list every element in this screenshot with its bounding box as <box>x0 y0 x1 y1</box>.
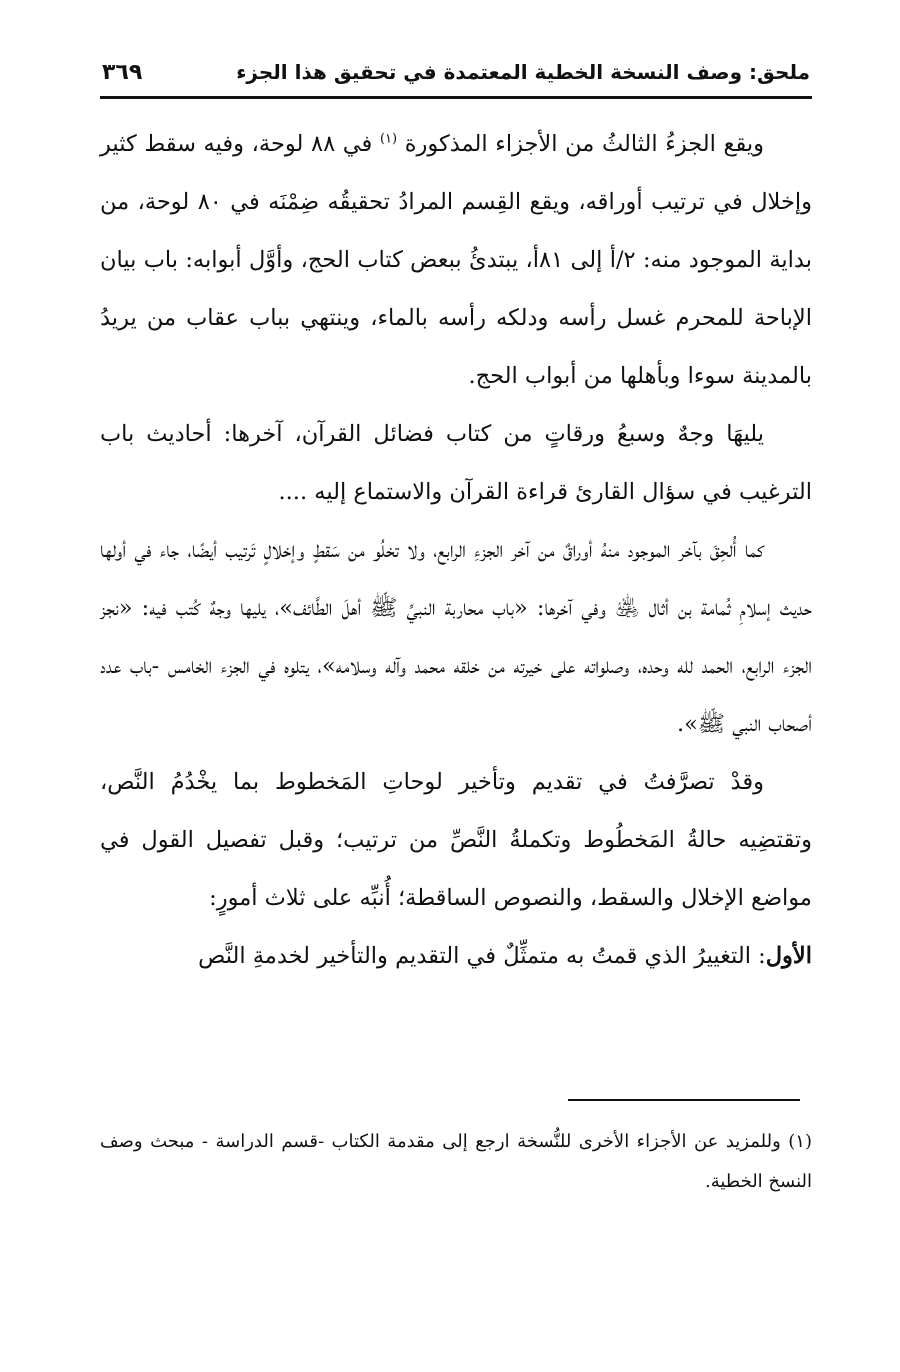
page-number: ٣٦٩ <box>102 60 143 85</box>
paragraph: كما أُلحِقَ بآخر الموجود منهُ أوراقٌ من آخر الجزءِ الرابع، ولا تخلُو من سَقطٍ وإخلالٍ تَرتيب أيضًا، جاء في أولها حديث إسلامِ ثُمامة بن أثال ﵁ وفي آخرها: «باب محاربة النبيِّ ﷺ أهلَ الطَّائف»، يليها وجهٌ كُتب فيه: «نجز الجزء الرابع، الحمد لله وحده، وصلواته على خيرته من خلقه محمد وآله وسلامه»، يتلوه في الجزء الخامس -باب عدد أصحاب النبي ﷺ». <box>100 537 812 737</box>
header-rule <box>100 96 812 99</box>
footnote-rule <box>568 1099 800 1101</box>
body-text <box>100 115 812 985</box>
paragraph <box>100 115 812 405</box>
paragraph-text: ويقع الجزءُ الثالثُ من الأجزاء المذكورة <box>404 131 765 157</box>
paragraph <box>100 927 812 985</box>
footnote-reference: (١) <box>379 131 398 147</box>
paragraph: وقدْ تصرَّفتُ في تقديم وتأخير لوحاتِ المَخطوط بما يخْدُمُ النَّص، وتقتضِيه حالةُ المَخطُوط وتكملةُ النَّصِّ من ترتيب؛ وقبل تفصيل القول في مواضع الإخلال والسقط، والنصوص الساقطة؛ أُنبِّه على ثلاث أمورٍ: <box>100 769 812 911</box>
lead-term: الأول <box>765 943 812 969</box>
running-header <box>100 60 812 94</box>
footnote: (١) وللمزيد عن الأجزاء الأخرى للنُّسخة ارجع إلى مقدمة الكتاب -قسم الدراسة - مبحث وصف النسخ الخطية. <box>100 1131 812 1192</box>
page-content <box>100 60 812 985</box>
header-title: ملحق: وصف النسخة الخطية المعتمدة في تحقيق هذا الجزء <box>236 60 810 84</box>
paragraph: يليهَا وجهٌ وسبعُ ورقاتٍ من كتاب فضائل القرآن، آخرها: أحاديث باب الترغيب في سؤال القارئ قراءة القرآن والاستماع إليه .... <box>100 421 812 505</box>
paragraph-text: في ٨٨ لوحة، وفيه سقط كثير وإخلال في ترتيب أوراقه، ويقع القِسم المرادُ تحقيقُه ضِمْنَه في ٨٠ لوحة، من بداية الموجود منه: ٢/أ إلى ٨١أ، يبتدئُ ببعض كتاب الحج، وأوَّل أبوابه: باب بيان الإباحة للمحرم غسل رأسه ودلكه رأسه بالماء، وينتهي بباب عقاب من يريدُ بالمدينة سوءا وبأهلها من أبواب الحج. <box>100 131 812 389</box>
paragraph-text: : التغييرُ الذي قمتُ به متمثِّلٌ في التقديم والتأخير لخدمةِ النَّص <box>198 943 766 969</box>
